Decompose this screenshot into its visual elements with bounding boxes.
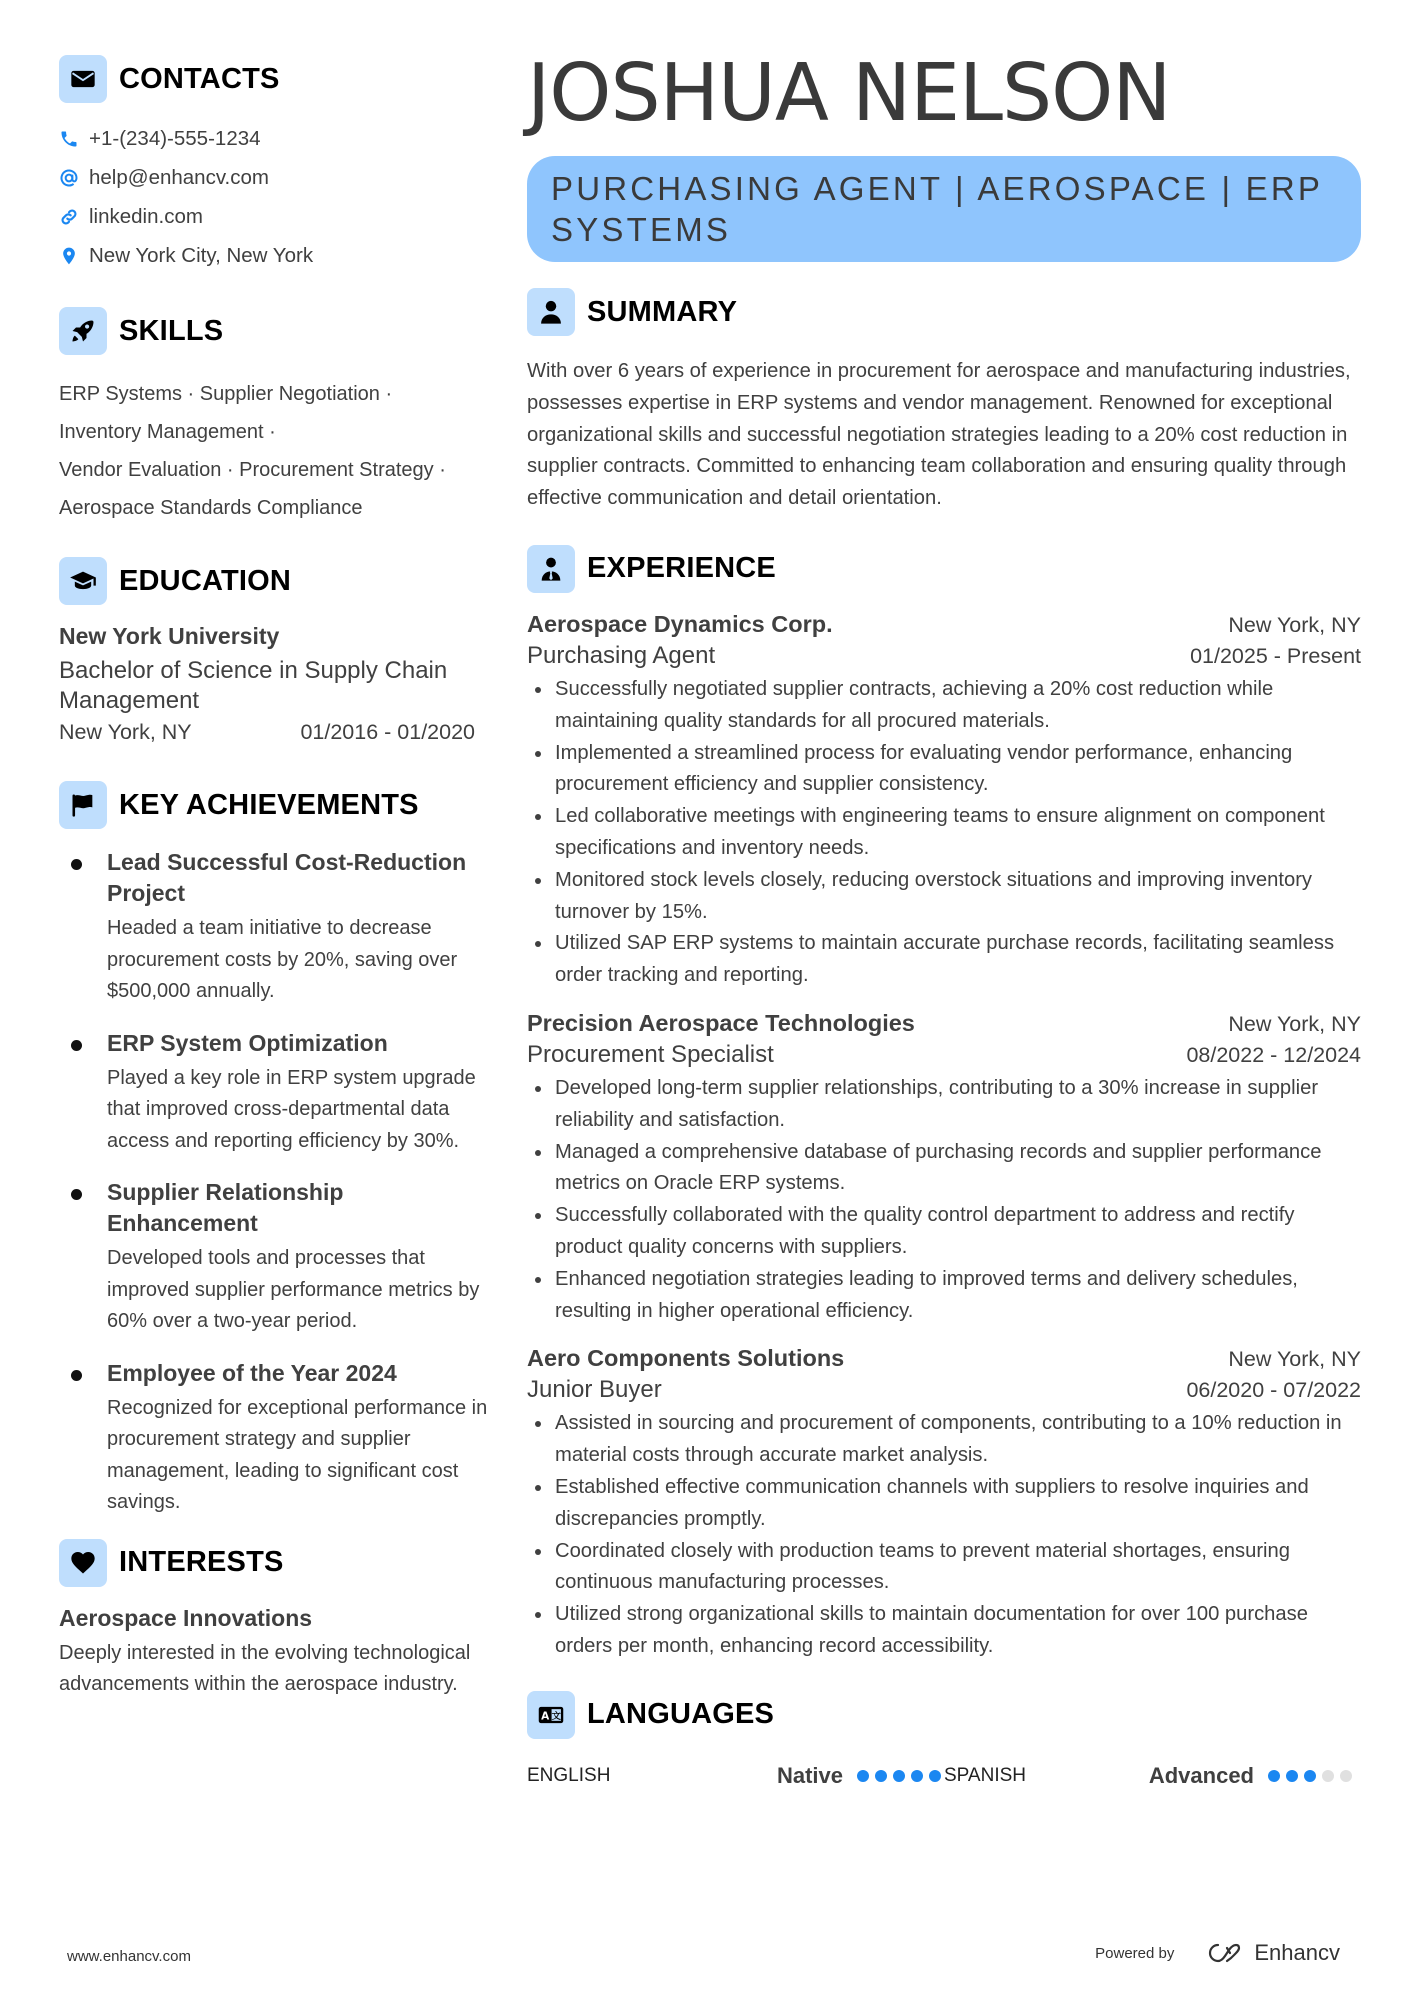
job-role: Junior Buyer [527, 1376, 662, 1404]
achievement-item [59, 1358, 489, 1519]
proficiency-dot-empty [1340, 1770, 1352, 1782]
svg-text:文: 文 [551, 1710, 561, 1722]
job-bullets [527, 1408, 1361, 1662]
summary-text: With over 6 years of experience in procurement for aerospace and manufacturing industries, possesses expertise in ERP systems and vendor management. Renowned for exceptional organizational skills and successful negotiation strategies leading to a 20% cost reduction in supplier contracts. Committed to enhancing team collaboration and ensuring quality through effective communication and detail orientation. [527, 360, 1351, 510]
job-bullet: Enhanced negotiation strategies leading to improved terms and delivery schedules, resulting in higher operational efficiency. [527, 1264, 1361, 1328]
briefcase-user-icon [527, 545, 575, 593]
experience-section [527, 545, 1361, 1663]
job-entry [527, 1345, 1361, 1662]
job-bullets [527, 1073, 1361, 1327]
job-company: Aero Components Solutions [527, 1345, 845, 1372]
achievement-item [59, 847, 489, 1008]
email-text[interactable]: help@enhancv.com [89, 165, 269, 189]
achievement-item [59, 1177, 489, 1338]
education-school: New York University [59, 623, 280, 649]
job-bullet: Managed a comprehensive database of purchasing records and supplier performance metrics on Oracle ERP systems. [527, 1137, 1361, 1201]
contacts-heading: CONTACTS [119, 62, 280, 95]
rocket-icon [59, 307, 107, 355]
achievement-desc: Recognized for exceptional performance in procurement strategy and supplier management, leading to significant cost savings. [107, 1396, 488, 1513]
languages-section [527, 1691, 1361, 1791]
job-role: Procurement Specialist [527, 1040, 774, 1068]
svg-text:A: A [541, 1710, 550, 1723]
language-level: Native [776, 1762, 843, 1788]
proficiency-dot-filled [929, 1770, 941, 1782]
job-title: PURCHASING AGENT | AEROSPACE | ERP SYSTEMS [551, 170, 1323, 248]
job-company: Precision Aerospace Technologies [527, 1009, 915, 1036]
achievement-title: ERP System Optimization [107, 1029, 388, 1056]
education-heading: EDUCATION [119, 564, 292, 597]
job-company: Aerospace Dynamics Corp. [527, 610, 833, 637]
job-dates: 08/2022 - 12/2024 [1186, 1042, 1361, 1067]
experience-section-header [527, 545, 1361, 593]
job-entry [527, 611, 1361, 992]
skills-heading: SKILLS [119, 314, 224, 347]
interest-desc: Deeply interested in the evolving technological advancements within the aerospace industry. [59, 1641, 471, 1695]
job-location: New York, NY [1228, 612, 1361, 637]
job-bullets [527, 674, 1361, 992]
achievements-heading: KEY ACHIEVEMENTS [119, 788, 419, 821]
proficiency-dot-filled [1304, 1770, 1316, 1782]
achievement-item [59, 1028, 489, 1158]
job-bullet: Developed long-term supplier relationships, contributing to a 30% increase in supplier reliability and satisfaction. [527, 1073, 1361, 1137]
phone-icon [59, 129, 79, 149]
languages-heading: LANGUAGES [587, 1698, 775, 1731]
proficiency-dot-empty [1322, 1770, 1334, 1782]
languages-section-header [527, 1691, 1361, 1739]
language-name: ENGLISH [527, 1764, 611, 1786]
footer-website[interactable]: www.enhancv.com [67, 1948, 191, 1965]
brand-name: Enhancv [1254, 1940, 1340, 1965]
right-column [527, 48, 1361, 1791]
enhancv-logo[interactable] [1200, 1940, 1340, 1966]
education-dates: 01/2016 - 01/2020 [300, 720, 475, 744]
job-dates: 01/2025 - Present [1190, 643, 1361, 668]
at-sign-icon [59, 168, 79, 188]
language-item [527, 1763, 944, 1789]
job-entry [527, 1010, 1361, 1327]
job-bullet: Implemented a streamlined process for evaluating vendor performance, enhancing procurement efficiency and supplier consistency. [527, 738, 1361, 802]
powered-by-text: Powered by [1095, 1944, 1175, 1962]
contacts-section-header [59, 55, 489, 103]
skills-line: ERP Systems · Supplier Negotiation · [59, 383, 393, 405]
education-section-header [59, 557, 489, 605]
language-item [944, 1763, 1361, 1789]
user-icon [527, 288, 575, 336]
candidate-name: JOSHUA NELSON [527, 47, 1171, 139]
contact-location [59, 236, 489, 275]
achievement-title: Employee of the Year 2024 [107, 1359, 397, 1386]
job-bullet: Monitored stock levels closely, reducing overstock situations and improving inventory turnover by 15%. [527, 865, 1361, 929]
proficiency-dot-filled [875, 1770, 887, 1782]
flag-icon [59, 781, 107, 829]
proficiency-dot-filled [857, 1770, 869, 1782]
language-level: Advanced [1148, 1762, 1254, 1788]
contact-phone [59, 119, 489, 158]
proficiency-dot-filled [893, 1770, 905, 1782]
achievements-section-header [59, 781, 489, 829]
education-degree: Bachelor of Science in Supply Chain Management [59, 657, 448, 714]
linkedin-text[interactable]: linkedin.com [89, 204, 203, 228]
proficiency-dot-filled [911, 1770, 923, 1782]
achievement-desc: Headed a team initiative to decrease procurement costs by 20%, saving over $500,000 annually. [107, 917, 458, 1002]
skills-list [59, 375, 489, 527]
skills-line: Inventory Management · [59, 421, 276, 443]
contact-linkedin[interactable] [59, 197, 489, 236]
achievements-list [59, 847, 489, 1519]
job-title-banner [527, 156, 1361, 262]
proficiency-dot-filled [1286, 1770, 1298, 1782]
achievement-desc: Developed tools and processes that improved supplier performance metrics by 60% over a two-year period. [107, 1247, 480, 1332]
achievement-title: Lead Successful Cost-Reduction Project [107, 849, 467, 906]
proficiency-dots [1268, 1770, 1352, 1782]
job-bullet: Successfully negotiated supplier contracts, achieving a 20% cost reduction while maintaining quality standards for all procured materials. [527, 674, 1361, 738]
skills-line: Vendor Evaluation · Procurement Strategy · [59, 459, 446, 481]
achievement-desc: Played a key role in ERP system upgrade that improved cross-departmental data access and reporting efficiency by 30%. [107, 1066, 476, 1152]
achievement-title: Supplier Relationship Enhancement [107, 1179, 344, 1236]
left-column [59, 55, 489, 1701]
job-location: New York, NY [1228, 1347, 1361, 1372]
job-bullet: Assisted in sourcing and procurement of components, contributing to a 10% reduction in material costs through accurate market analysis. [527, 1408, 1361, 1472]
job-bullet: Established effective communication channels with suppliers to resolve inquiries and discrepancies promptly. [527, 1472, 1361, 1536]
proficiency-dots [857, 1770, 941, 1782]
job-location: New York, NY [1228, 1011, 1361, 1036]
education-meta [59, 720, 475, 745]
job-bullet: Coordinated closely with production teams to prevent material shortages, ensuring continuous manufacturing processes. [527, 1536, 1361, 1600]
envelope-icon [59, 55, 107, 103]
contact-email[interactable] [59, 158, 489, 197]
job-bullet: Utilized strong organizational skills to maintain documentation for over 100 purchase orders per month, enhancing record accessibility. [527, 1599, 1361, 1663]
footer-branding [1095, 1940, 1340, 1966]
enhancv-logo-icon [1200, 1940, 1246, 1966]
map-pin-icon [59, 246, 79, 266]
skills-section-header [59, 307, 489, 355]
job-dates: 06/2020 - 07/2022 [1186, 1378, 1361, 1403]
heart-icon [59, 1539, 107, 1587]
job-bullet: Utilized SAP ERP systems to maintain accurate purchase records, facilitating seamless order tracking and reporting. [527, 928, 1361, 992]
proficiency-dot-filled [1268, 1770, 1280, 1782]
interests-heading: INTERESTS [119, 1546, 284, 1578]
job-role: Purchasing Agent [527, 641, 716, 669]
skills-line: Aerospace Standards Compliance [59, 497, 363, 519]
interests-section-header [59, 1539, 489, 1587]
summary-section-header [527, 288, 1361, 336]
translate-icon [527, 1691, 575, 1739]
phone-text: +1-(234)-555-1234 [89, 126, 261, 150]
experience-heading: EXPERIENCE [587, 552, 776, 585]
interest-title: Aerospace Innovations [59, 1604, 313, 1631]
summary-section [527, 288, 1361, 515]
location-text: New York City, New York [89, 243, 314, 267]
languages-row [527, 1761, 1361, 1791]
link-icon [59, 207, 79, 227]
contact-list [59, 119, 489, 275]
job-bullet: Led collaborative meetings with engineering teams to ensure alignment on component specifications and inventory needs. [527, 801, 1361, 865]
graduation-cap-icon [59, 557, 107, 605]
education-location: New York, NY [59, 720, 192, 744]
job-bullet: Successfully collaborated with the quality control department to address and rectify product quality concerns with suppliers. [527, 1200, 1361, 1264]
language-name: SPANISH [944, 1764, 1027, 1786]
summary-heading: SUMMARY [587, 295, 738, 328]
